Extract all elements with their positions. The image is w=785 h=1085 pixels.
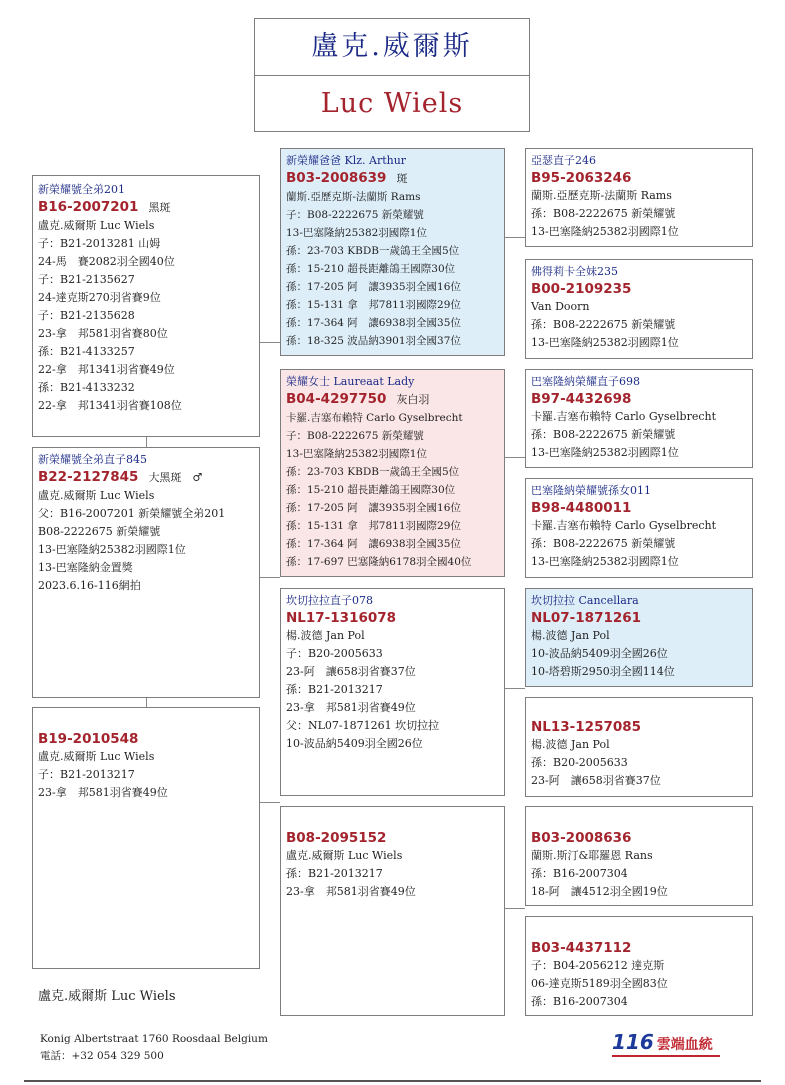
info-line: 孫：23-703 KBDB一歲鴿王全國5位	[286, 245, 460, 257]
info-line: 盧克.威爾斯 Luc Wiels	[38, 750, 155, 763]
info-line: 孫：18-325 波品納3901羽全國37位	[286, 335, 461, 347]
info-line: 孫：B16-2007304	[531, 995, 628, 1008]
info-line: 10-波品納5409羽全國26位	[531, 647, 668, 660]
ss-dam-card	[525, 259, 753, 359]
color-note: 大黑斑 ♂	[148, 471, 203, 484]
title-english: Luc Wiels	[320, 88, 464, 119]
info-line: 06-達克斯5189羽全國83位	[531, 977, 668, 990]
info-line: 孫：B08-2222675 新榮耀號	[531, 537, 676, 550]
logo-number: 116	[612, 1030, 654, 1054]
info-line: 13-巴塞隆納25382羽國際1位	[286, 448, 427, 460]
info-line: 13-巴塞隆納25382羽國際1位	[286, 227, 427, 239]
info-line: 楊.波德 Jan Pol	[286, 629, 365, 642]
ring-number: B08-2095152	[286, 830, 387, 846]
info-line: 孫：15-210 超長距離鴿王國際30位	[286, 484, 456, 496]
pigeon-name: 榮耀女士 Laureaat Lady	[286, 375, 415, 388]
sd-dam-card	[525, 478, 753, 578]
logo-underline	[612, 1055, 720, 1057]
info-line: 卡羅.吉塞布賴特 Carlo Gyselbrecht	[286, 412, 463, 424]
info-line: 卡羅.吉塞布賴特 Carlo Gyselbrecht	[531, 519, 717, 532]
ring-number: B22-2127845 大黑斑 ♂	[38, 469, 203, 485]
pigeon-card	[32, 707, 260, 969]
info-line: 子：B04-2056212 達克斯	[531, 959, 665, 972]
ring-number: NL17-1316078	[286, 610, 397, 626]
info-line: 13-巴塞隆納25382羽國際1位	[531, 555, 679, 568]
ring-number: B00-2109235	[531, 281, 632, 297]
pigeon-name: 新榮耀爸爸 Klz. Arthur	[286, 154, 407, 167]
sire-card	[32, 175, 260, 437]
info-line: 孫：B08-2222675 新榮耀號	[531, 207, 676, 220]
color-note: 灰白羽	[396, 393, 430, 406]
info-line: 孫：17-364 阿 讓6938羽全國35位	[286, 317, 461, 329]
info-line: 子：B21-2013281 山姆	[38, 237, 161, 250]
info-line: 子：B08-2222675 新榮耀號	[286, 430, 424, 442]
title-chinese: 盧克.威爾斯	[255, 19, 529, 76]
dd-sire-card	[525, 806, 753, 906]
phone-text: 電話：+32 054 329 500	[40, 1050, 164, 1062]
pigeon-name: 亞瑟直子246	[531, 154, 596, 167]
info-line: 孫：17-697 巴塞隆納6178羽全國40位	[286, 556, 472, 568]
info-line: 10-波品納5409羽全國26位	[286, 737, 423, 750]
info-line: 孫：17-364 阿 讓6938羽全國35位	[286, 538, 461, 550]
info-line: 楊.波德 Jan Pol	[531, 629, 610, 642]
info-line: 孫：15-210 超長距離鴿王國際30位	[286, 263, 456, 275]
info-line: 孫：B21-4133257	[38, 345, 135, 358]
info-line: 孫：B21-2013217	[286, 683, 383, 696]
ring-number: B16-2007201 黑斑	[38, 199, 171, 215]
info-line: 卡羅.吉塞布賴特 Carlo Gyselbrecht	[531, 410, 717, 423]
ring-number: B04-4297750 灰白羽	[286, 391, 430, 407]
dam-card	[32, 447, 260, 698]
info-line: 24-馬 賽2082羽全國40位	[38, 255, 175, 268]
connector-line	[504, 688, 525, 689]
address-text: Konig Albertstraat 1760 Roosdaal Belgium	[40, 1033, 268, 1045]
brand-logo	[612, 1030, 713, 1054]
info-line: 父：NL07-1871261 坎切拉拉	[286, 719, 440, 732]
pedigree-title-box	[254, 18, 530, 132]
dd-dam-card	[525, 916, 753, 1016]
ring-number: B03-4437112	[531, 940, 632, 956]
info-line: 盧克.威爾斯 Luc Wiels	[38, 489, 155, 502]
info-line: 孫：17-205 阿 讓3935羽全國16位	[286, 281, 461, 293]
color-note: 黑斑	[148, 201, 171, 214]
info-line: 楊.波德 Jan Pol	[531, 738, 610, 751]
pigeon-name: 巴塞隆納榮耀號孫女011	[531, 484, 651, 497]
info-line: 孫：15-131 拿 邦7811羽國際29位	[286, 520, 461, 532]
connector-line	[146, 697, 147, 707]
info-line: 蘭斯.亞歷克斯-法蘭斯 Rams	[531, 189, 672, 202]
info-line: 23-拿 邦581羽省賽49位	[38, 786, 168, 799]
contact-info	[40, 1031, 268, 1065]
connector-line	[259, 577, 280, 578]
info-line: 24-達克斯270羽省賽9位	[38, 291, 161, 304]
info-line: 孫：B08-2222675 新榮耀號	[531, 428, 676, 441]
info-line: 孫：B20-2005633	[531, 756, 628, 769]
info-line: 父：B16-2007201 新榮耀號全弟201	[38, 507, 226, 520]
logo-text: 雲端血統	[656, 1037, 713, 1053]
info-line: 孫：B21-4133232	[38, 381, 135, 394]
ring-number: B97-4432698	[531, 391, 632, 407]
connector-line	[504, 237, 525, 238]
connector-line	[259, 342, 280, 343]
pigeon-name: 坎切拉拉直子078	[286, 594, 373, 607]
ds-sire-card	[525, 588, 753, 687]
info-line: 孫：17-205 阿 讓3935羽全國16位	[286, 502, 461, 514]
info-line: 13-巴塞隆納25382羽國際1位	[531, 336, 679, 349]
bottom-rule	[24, 1080, 761, 1082]
ring-number: NL07-1871261	[531, 610, 642, 626]
sire-sire-card	[280, 148, 505, 356]
ring-number: B19-2010548	[38, 731, 139, 747]
pigeon-name: 巴塞隆納榮耀直子698	[531, 375, 640, 388]
info-line: 13-巴塞隆納25382羽國際1位	[531, 225, 679, 238]
dam-sire-card	[280, 588, 505, 796]
info-line: 13-巴塞隆納25382羽國際1位	[531, 446, 679, 459]
sire-dam-card	[280, 369, 505, 577]
info-line: 23-阿 讓658羽省賽37位	[286, 665, 416, 678]
info-line: 盧克.威爾斯 Luc Wiels	[38, 219, 155, 232]
ring-number: B95-2063246	[531, 170, 632, 186]
info-line: 蘭斯.斯汀&耶羅恩 Rans	[531, 849, 653, 862]
info-line: 孫：15-131 拿 邦7811羽國際29位	[286, 299, 461, 311]
color-note: 斑	[396, 172, 408, 185]
info-line: 23-拿 邦581羽省賽80位	[38, 327, 168, 340]
info-line: 子：B20-2005633	[286, 647, 383, 660]
info-line: 22-拿 邦1341羽省賽49位	[38, 363, 175, 376]
info-line: 13-巴塞隆納金置獎	[38, 561, 133, 574]
info-line: 子：B21-2135628	[38, 309, 135, 322]
ring-number: B98-4480011	[531, 500, 632, 516]
info-line: 孫：B21-2013217	[286, 867, 383, 880]
pigeon-name: 新榮耀號全弟201	[38, 183, 125, 196]
info-line: 23-拿 邦581羽省賽49位	[286, 701, 416, 714]
info-line: Van Doorn	[531, 300, 590, 313]
connector-line	[146, 436, 147, 447]
ring-number: B03-2008636	[531, 830, 632, 846]
info-line: 孫：B08-2222675 新榮耀號	[531, 318, 676, 331]
pigeon-name: 佛得莉卡全妹235	[531, 265, 618, 278]
owner-name: 盧克.威爾斯 Luc Wiels	[38, 989, 176, 1004]
ring-number: B03-2008639 斑	[286, 170, 408, 186]
info-line: 子：B08-2222675 新榮耀號	[286, 209, 424, 221]
info-line: 22-拿 邦1341羽省賽108位	[38, 399, 182, 412]
sd-sire-card	[525, 369, 753, 468]
dam-dam-card	[280, 806, 505, 1016]
info-line: 2023.6.16-116網拍	[38, 579, 141, 592]
ds-dam-card	[525, 697, 753, 797]
info-line: 子：B21-2013217	[38, 768, 135, 781]
info-line: 10-塔碧斯2950羽全國114位	[531, 665, 675, 678]
ring-number: NL13-1257085	[531, 719, 642, 735]
info-line: 23-阿 讓658羽省賽37位	[531, 774, 661, 787]
info-line: 子：B21-2135627	[38, 273, 135, 286]
info-line: B08-2222675 新榮耀號	[38, 525, 161, 538]
info-line: 蘭斯.亞歷克斯-法蘭斯 Rams	[286, 191, 421, 203]
connector-line	[504, 908, 525, 909]
info-line: 孫：23-703 KBDB一歲鴿王全國5位	[286, 466, 460, 478]
info-line: 18-阿 讓4512羽全國19位	[531, 885, 668, 898]
info-line: 23-拿 邦581羽省賽49位	[286, 885, 416, 898]
pigeon-name: 坎切拉拉 Cancellara	[531, 594, 639, 607]
ss-sire-card	[525, 148, 753, 247]
info-line: 孫：B16-2007304	[531, 867, 628, 880]
info-line: 盧克.威爾斯 Luc Wiels	[286, 849, 403, 862]
pigeon-name: 新榮耀號全弟直子845	[38, 453, 147, 466]
connector-line	[504, 457, 525, 458]
connector-line	[259, 802, 280, 803]
info-line: 13-巴塞隆納25382羽國際1位	[38, 543, 186, 556]
